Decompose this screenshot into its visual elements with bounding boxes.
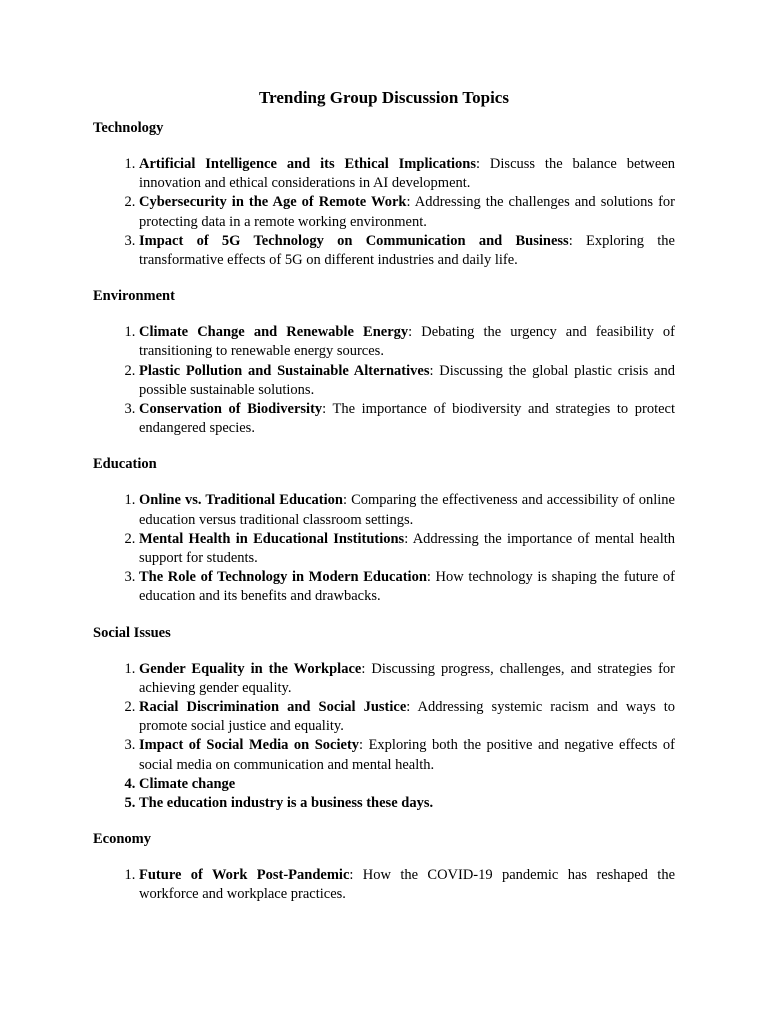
section-social-issues — [93, 624, 675, 814]
list-item — [139, 155, 675, 193]
topic-list — [93, 323, 675, 438]
topic-description: : Exploring both the positive and negative effects of social media on communication and mental health. — [139, 737, 675, 773]
topic-title: Racial Discrimination and Social Justice — [139, 699, 407, 716]
section-heading: Environment — [93, 288, 175, 305]
topic-description: : Debating the urgency and feasibility of transitioning to renewable energy sources. — [139, 324, 675, 360]
list-item — [139, 400, 675, 438]
topic-title: Plastic Pollution and Sustainable Alternatives — [139, 362, 430, 379]
section-technology — [93, 119, 675, 270]
section-heading: Education — [93, 456, 157, 473]
topic-title: Future of Work Post-Pandemic — [139, 867, 350, 884]
topic-list — [93, 155, 675, 270]
list-item — [139, 568, 675, 606]
topic-description: : How the COVID-19 pandemic has reshaped the workforce and workplace practices. — [139, 867, 675, 903]
topic-title: The education industry is a business these days. — [139, 795, 434, 812]
topic-description: : Addressing the importance of mental health support for students. — [139, 530, 675, 567]
list-item — [139, 736, 675, 774]
topic-description: : Discussing progress, challenges, and strategies for achieving gender equality. — [139, 660, 675, 696]
list-item — [139, 698, 675, 736]
list-item — [139, 232, 675, 270]
list-item — [139, 775, 675, 794]
document-page — [93, 86, 675, 922]
topic-title: Impact of Social Media on Society — [139, 737, 360, 754]
topic-title: Conservation of Biodiversity — [139, 401, 323, 418]
topic-title: Mental Health in Educational Institutions — [139, 530, 405, 547]
topic-list — [93, 866, 675, 904]
list-item — [139, 794, 675, 813]
topic-title: Impact of 5G Technology on Communication and Business — [139, 232, 569, 249]
list-item — [139, 491, 675, 529]
topic-title: Climate Change and Renewable Energy — [139, 324, 409, 341]
section-heading: Social Issues — [93, 624, 171, 641]
list-item — [139, 660, 675, 698]
section-environment — [93, 287, 675, 438]
topic-description: : Addressing systemic racism and ways to promote social justice and equality. — [139, 699, 675, 735]
topic-title: Gender Equality in the Workplace — [139, 660, 362, 677]
section-economy — [93, 830, 675, 904]
topic-description: : How technology is shaping the future of education and its benefits and drawbacks. — [139, 569, 675, 605]
list-item — [139, 866, 675, 904]
section-education — [93, 455, 675, 606]
topic-description: : Comparing the effectiveness and accessibility of online education versus traditional classroom settings. — [139, 492, 675, 528]
topic-title: Cybersecurity in the Age of Remote Work — [139, 194, 407, 211]
topic-description: : Discussing the global plastic crisis and possible sustainable solutions. — [139, 362, 675, 398]
topic-list — [93, 660, 675, 814]
list-item — [139, 193, 675, 231]
list-item — [139, 323, 675, 361]
section-heading: Economy — [93, 831, 151, 848]
topic-title: Online vs. Traditional Education — [139, 492, 343, 509]
topic-title: The Role of Technology in Modern Education — [139, 569, 427, 586]
section-heading: Technology — [93, 120, 164, 136]
topic-description: : Discuss the balance between innovation and ethical considerations in AI development. — [139, 156, 676, 192]
topic-list — [93, 491, 675, 606]
topic-title: Climate change — [139, 775, 236, 792]
document-title: Trending Group Discussion Topics — [259, 88, 509, 107]
topic-title: Artificial Intelligence and its Ethical Implications — [139, 156, 477, 172]
list-item — [139, 530, 675, 568]
list-item — [139, 362, 675, 400]
topic-description: : Addressing the challenges and solutions for protecting data in a remote working environment. — [139, 194, 676, 230]
topic-description: : The importance of biodiversity and strategies to protect endangered species. — [139, 401, 675, 437]
topic-description: : Exploring the transformative effects of 5G on different industries and daily life. — [139, 232, 675, 269]
